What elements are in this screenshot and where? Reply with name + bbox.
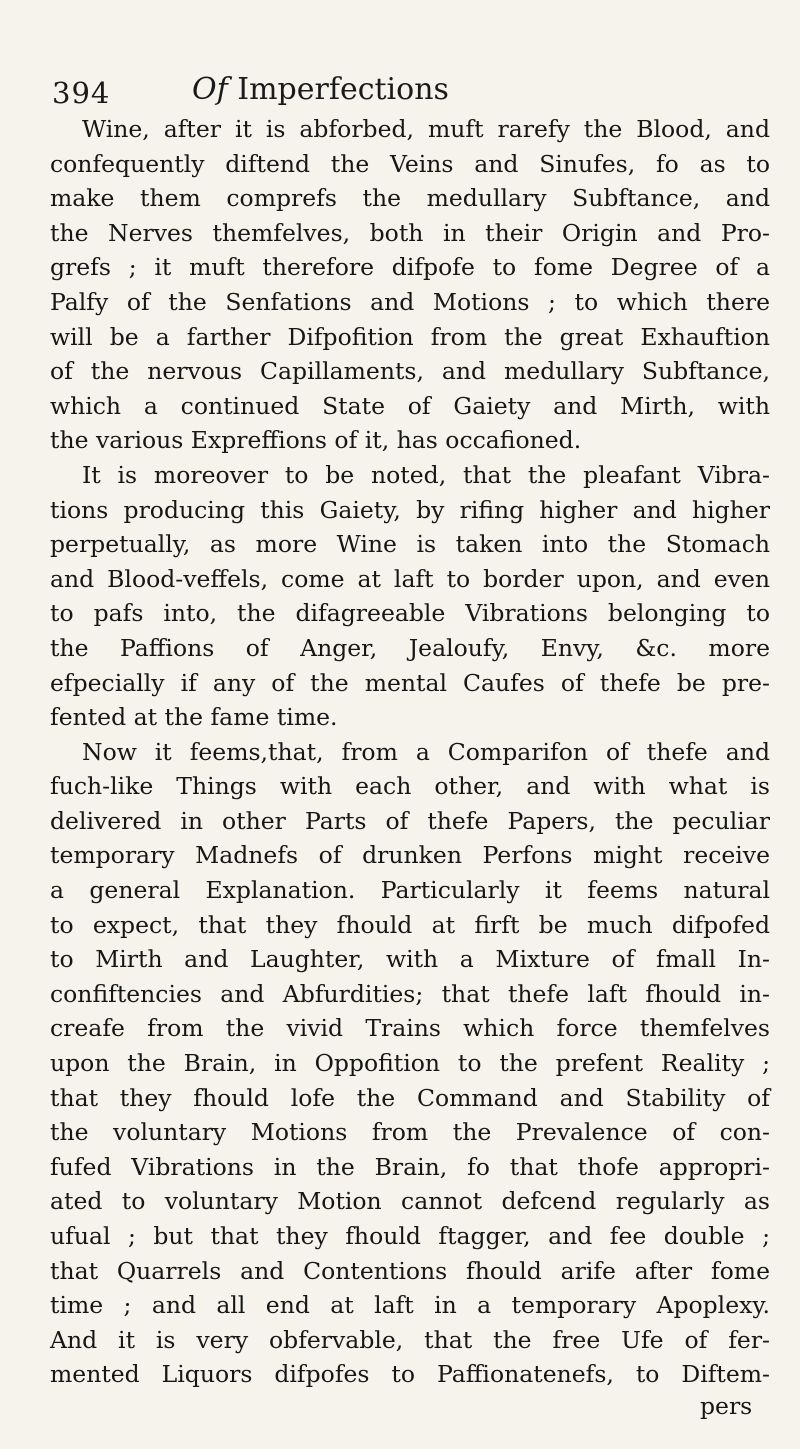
text-line: mented Liquors difpofes to Paffionatenefs, to Diftem- (50, 1360, 770, 1389)
text-line: which a continued State of Gaiety and Mirth, with (50, 391, 770, 420)
running-head (192, 72, 449, 107)
text-line: a general Explanation. Particularly it feems natural (50, 876, 770, 905)
text-line: fufed Vibrations in the Brain, fo that thofe appropri- (50, 1152, 770, 1181)
text-line: upon the Brain, in Oppofition to the prefent Reality ; (50, 1049, 770, 1078)
text-line: fuch-like Things with each other, and with what is (50, 772, 770, 801)
text-line: Now it feems,that, from a Comparifon of thefe and (82, 737, 770, 766)
text-line: ufual ; but that they fhould ftagger, and fee double ; (50, 1222, 770, 1250)
catchword: pers (700, 1392, 753, 1420)
text-line: temporary Madnefs of drunken Perfons might receive (50, 841, 770, 870)
text-line: to pafs into, the difagreeable Vibrations belonging to (50, 599, 770, 628)
text-line: of the nervous Capillaments, and medullary Subftance, (50, 357, 770, 386)
text-line: the voluntary Motions from the Prevalence of con- (50, 1118, 770, 1147)
text-line: that Quarrels and Contentions fhould arife after fome (50, 1256, 770, 1285)
running-head-italic: Of (192, 72, 228, 107)
text-line: the various Expreffions of it, has occafioned. (50, 426, 582, 455)
text-line: perpetually, as more Wine is taken into the Stomach (50, 530, 770, 559)
body-text (50, 112, 770, 1392)
text-line: grefs ; it muft therefore difpofe to fome Degree of a (50, 253, 770, 282)
text-line: make them comprefs the medullary Subftance, and (50, 184, 770, 213)
text-line: efpecially if any of the mental Caufes of thefe be pre- (50, 668, 770, 697)
text-line: time ; and all end at laft in a temporary Apoplexy. (50, 1291, 770, 1320)
text-line: the Paffions of Anger, Jealoufy, Envy, &c. more (50, 633, 770, 662)
text-line: confequently diftend the Veins and Sinufes, fo as to (50, 149, 770, 178)
text-line: fented at the fame time. (50, 703, 338, 732)
text-line: the Nerves themfelves, both in their Origin and Pro- (50, 218, 770, 247)
text-line: confiftencies and Abfurdities; that thefe laft fhould in- (50, 979, 770, 1008)
text-line: and Blood-veffels, come at laft to border upon, and even (50, 564, 770, 593)
text-line: to expect, that they fhould at firft be much difpofed (50, 910, 770, 939)
text-line: And it is very obfervable, that the free Ufe of fer- (50, 1325, 770, 1354)
text-line: that they fhould lofe the Command and Stability of (50, 1083, 770, 1112)
text-line: to Mirth and Laughter, with a Mixture of fmall In- (50, 945, 770, 974)
text-line: creafe from the vivid Trains which force themfelves (50, 1014, 770, 1043)
text-line: tions producing this Gaiety, by rifing higher and higher (50, 495, 770, 524)
text-line: ated to voluntary Motion cannot defcend regularly as (50, 1187, 770, 1216)
text-line: delivered in other Parts of thefe Papers, the peculiar (50, 806, 770, 835)
text-line: will be a farther Difpofition from the great Exhauftion (50, 322, 770, 351)
running-head-title: Imperfections (227, 72, 449, 107)
text-line: Wine, after it is abforbed, muft rarefy the Blood, and (82, 115, 770, 143)
page-number: 394 (52, 76, 111, 110)
text-line: Palfy of the Senfations and Motions ; to which there (50, 287, 770, 316)
text-line: It is moreover to be noted, that the pleafant Vibra- (82, 460, 770, 489)
